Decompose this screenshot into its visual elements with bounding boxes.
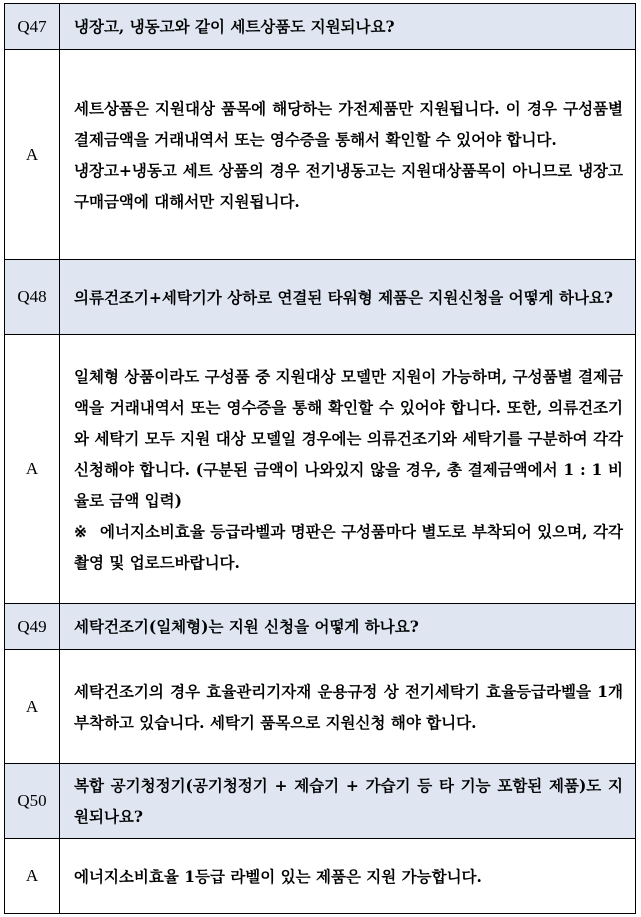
question-label: Q48 bbox=[5, 260, 60, 335]
answer-label: A bbox=[5, 839, 60, 914]
question-text: 냉장고, 냉동고와 같이 세트상품도 지원되나요? bbox=[60, 4, 636, 50]
question-label: Q50 bbox=[5, 764, 60, 839]
question-row bbox=[5, 260, 636, 335]
faq-table bbox=[4, 3, 636, 914]
answer-text bbox=[60, 50, 636, 260]
answer-paragraph: 냉장고+냉동고 세트 상품의 경우 전기냉동고는 지원대상품목이 아니므로 냉장고 구매금액에 대해서만 지원됩니다. bbox=[74, 160, 623, 211]
question-label: Q49 bbox=[5, 604, 60, 650]
question-row bbox=[5, 4, 636, 50]
answer-text bbox=[60, 839, 636, 914]
answer-label: A bbox=[5, 335, 60, 604]
answer-row bbox=[5, 839, 636, 914]
question-text: 세탁건조기(일체형)는 지원 신청을 어떻게 하나요? bbox=[60, 604, 636, 650]
answer-row bbox=[5, 650, 636, 764]
answer-row bbox=[5, 50, 636, 260]
answer-text bbox=[60, 335, 636, 604]
answer-label: A bbox=[5, 50, 60, 260]
question-row bbox=[5, 764, 636, 839]
note-text: 에너지소비효율 등급라벨과 명판은 구성품마다 별도로 부착되어 있으며, 각각 촬영 및 업로드바랍니다. bbox=[74, 521, 623, 572]
question-label: Q47 bbox=[5, 4, 60, 50]
answer-paragraph: 일체형 상품이라도 구성품 중 지원대상 모델만 지원이 가능하며, 구성품별 결제금액을 거래내역서 또는 영수증을 통해 확인할 수 있어야 합니다. 또한, 의류건조기와 세탁기 모두 지원 대상 모델일 경우에는 의류건조기와 세탁기를 구분하여 각각 신청해야 합니다. (구분된 금액이 나와있지 않을 경우, 총 결제금액에서 1 : 1 비율로 금액 입력) bbox=[74, 366, 623, 510]
answer-paragraph: 에너지소비효율 1등급 라벨이 있는 제품은 지원 가능합니다. bbox=[74, 866, 482, 886]
answer-paragraph: 세트상품은 지원대상 품목에 해당하는 가전제품만 지원됩니다. 이 경우 구성품별 결제금액을 거래내역서 또는 영수증을 통해서 확인할 수 있어야 합니다. bbox=[74, 98, 623, 149]
question-text: 의류건조기+세탁기가 상하로 연결된 타워형 제품은 지원신청을 어떻게 하나요? bbox=[60, 260, 636, 335]
question-text: 복합 공기청정기(공기청정기 + 제습기 + 가습기 등 타 기능 포함된 제품)도 지원되나요? bbox=[60, 764, 636, 839]
note-mark: ※ bbox=[74, 521, 87, 541]
answer-label: A bbox=[5, 650, 60, 764]
answer-note bbox=[74, 516, 623, 578]
answer-row bbox=[5, 335, 636, 604]
answer-text bbox=[60, 650, 636, 764]
question-row bbox=[5, 604, 636, 650]
answer-paragraph: 세탁건조기의 경우 효율관리기자재 운용규정 상 전기세탁기 효율등급라벨을 1개 부착하고 있습니다. 세탁기 품목으로 지원신청 해야 합니다. bbox=[74, 681, 623, 732]
